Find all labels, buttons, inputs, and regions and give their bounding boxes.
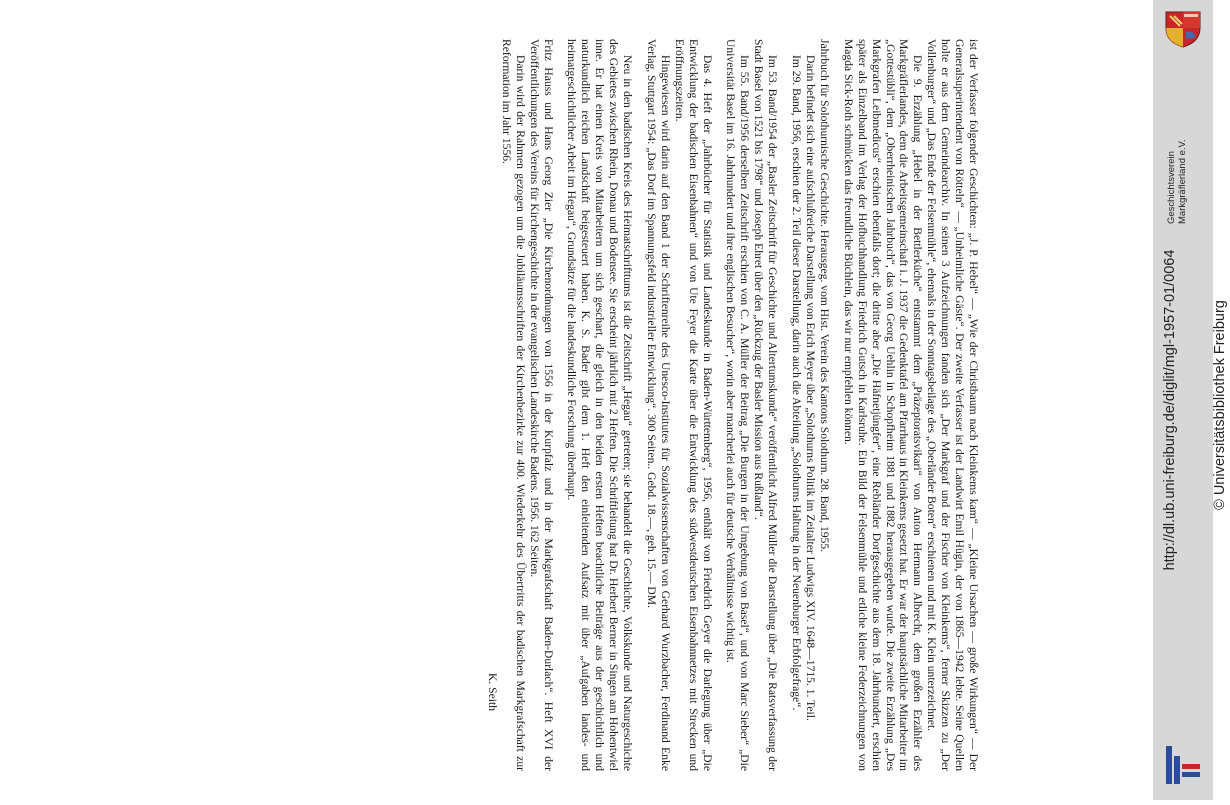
library-logo-icon: [1160, 742, 1206, 788]
society-name-line2: Markgräflerland e.V.: [1177, 139, 1188, 224]
paragraph-gap: [831, 39, 841, 771]
paragraph-gap: [634, 39, 644, 771]
rotated-page: [0, 5, 1020, 805]
paragraph: Das 4. Heft der „Jahrbücher für Statistik und Landeskunde in Baden-Württemberg“, 1956, enthält von Friedrich Geyer die Darlegung über „Die Entwicklung der badischen Eisenbahnen“ und von Ute Feyer die Karte über die Entwicklung des südwestdeutschen Eisenbahnnetzes mit Strecken und Eröffnungszeiten.: [672, 39, 714, 771]
paragraph: Im 55. Band/1956 derselben Zeitschrift erschien von C. A. Müller der Beitrag „Die Burgen in der Umgebung von Basel“, und von Marc Sieber“ „Die Universität Basel im 16. Jahrhundert und ihre englischen Besucher“, worin aber mancherlei auch für deutsche Verhältnisse wichtig ist.: [724, 39, 752, 771]
page-text: [0, 5, 1020, 805]
paragraph: Die 9. Erzählung „Hebel in der Bettlerküche“ entstammt dem „Präzeptoratsvikari“ von Anton Hermann Albrecht, dem großen Erzähler des Markgräflerlandes, dem die Arbeitsgemeinschaft i. J. 1937 die Gedenktafel am Pfarrhaus in Kleinkems gesetzt hat. Er war der hauptsächliche Mitarbeiter im „Gottestübli“, dem „Oberrheinischen Jahrbuch“, das von Georg Uehlin in Schopfheim 1881 und 1882 herausgegeben wurde. Die zweite Erzählung „Des Markgrafen Leibmedicus“ erschien ebenfalls dort; die dritte aber „Die Häfnetjüngfer“, eine Rebländer Dorfgeschichte aus dem 18. Jahrhundert, erschien später als Einzelband im Verlag der Hofbuchhandlung Friedrich Gutsch in Karlsruhe. Ein Bild der Felsenmühle und etliche kleine Federzeichnungen von Magda Sick-Roth schmücken das freundliche Büchlein, das wir nur empfehlen können.: [841, 39, 925, 771]
copyright-notice: © Universitätsbibliothek Freiburg: [1212, 300, 1228, 510]
paragraph: Hingewiesen wird darin auf den Band 1 der Schriftenreihe des Unesco-Institutes für Sozialwissenschaften von Gerhard Wurzbacher, Ferdinand Enke Verlag, Stuttgart 1954: „Das Dorf im Spannungsfeld industrieller Entwicklung“. 300 Seiten.. Gebd. 18.—, geh. 15.— DM.: [644, 39, 672, 771]
paragraph: Im 29. Band, 1956, erschien der 2. Teil dieser Darstellung, darin auch die Abteilung „Solothurns Haltung in der Neuenburger Erbfolgefrage“.: [790, 55, 804, 711]
paragraph-gap: [779, 39, 789, 771]
paragraph: Im 53. Band/1954 der „Basler Zeitschrift für Geschichte und Altertumskunde“ veröffentlicht Alfred Müller die Darstellung über „Die Ratsverfassung der Stadt Basel von 1521 bis 1798“ und Joseph Ehret über den „Rückzug der Basler Mission aus Rußland“.: [752, 39, 780, 771]
coat-of-arms-icon: [1160, 8, 1206, 48]
paragraph: Darin wird der Rahmen gezogen um die Jubiläumsschriften der Kirchenbezirke zur 400. Wiederkehr des Übertritts der badischen Markgrafschaft zur Reformation im Jahr 1556.: [499, 39, 527, 771]
paragraph: Fritz Hauss und Hans Georg Zier „Die Kirchenordnungen von 1556 in der Kurpfalz und in der Markgrafschaft Baden-Durlach“. Heft XVI der Veröffentlichungen des Vereins für Kirchengeschichte in der evangelischen Landeskirche Badens. 1956. 162 Seiten.: [527, 39, 555, 771]
society-name-line1: Geschichtsverein: [1166, 151, 1177, 224]
paragraph: Jahrbuch für Solothurnische Geschichte. Herausgeg. vom Hist. Verein des Kantons Solothurn. 28. Band, 1955.: [817, 39, 831, 553]
paragraph-gap: [714, 39, 724, 771]
paragraph: ist der Verfasser folgender Geschichten: „J. P. Hebel“ — „Wie der Christbaum nach Kleinkems kam“ — „Kleine Ursachen — große Wirkungen“ — Der Generalsuperintendent von Rötteln“ — „Unheimliche Gäste“. Der zweite Verfasser ist der Landwirt Emil Hügin, der von 1865—1942 lebte. Seine Quellen holte er aus dem Gemeindearchiv. In seinen 3 Aufzeichnungen fanden sich „Der Markgraf und der Fischer von Kleinkems“, ferner Skizzen zu „Der Vollenburger“ und „Das Ende der Felsenmühle“, ehemals in der Sonntagsbeilage des „Oberländer Boten“ erschienen und mit K. Klein unterzeichnet.: [925, 39, 980, 771]
permalink-url[interactable]: http://dl.ub.uni-freiburg.de/diglit/mgl-1957-01/0064: [1162, 249, 1178, 571]
paragraph-gap: [555, 39, 565, 771]
paragraph: Neu in den badischen Kreis des Heimatschrifttums ist die Zeitschrift „Hegau“ getreten; sie behandelt die Geschichte, Volkskunde und Naturgeschichte des Gebietes zwischen Rhein, Donau und Bodensee. Sie erscheint jährlich mit 2 Heften. Die Schriftleitung hat Dr. Herbert Berner in Singen am Hohentwiel inne. Er hat einen Kreis von Mitarbeitern um sich geschart, die gleich in den beiden ersten Heften beachtliche Beiträge aus der geschichtlich und naturkundlich reichen Landschaft beigesteuert haben. K. S. Bader gibt dem 1. Heft den einleitenden Aufsatz mit über „Aufgaben landes- und heimatgeschichtlicher Arbeit im Hegau“, Grundsätze für die landeskundliche Forschung überhaupt.: [565, 39, 635, 771]
paragraph: Darin befindet sich eine aufschlußreiche Darstellung von Erich Meyer über „Solothurns Politik im Zeitalter Ludwigs XIV. 1648—1715. 1. Teil.: [804, 55, 818, 721]
author-signature: K. Seith: [485, 672, 499, 711]
